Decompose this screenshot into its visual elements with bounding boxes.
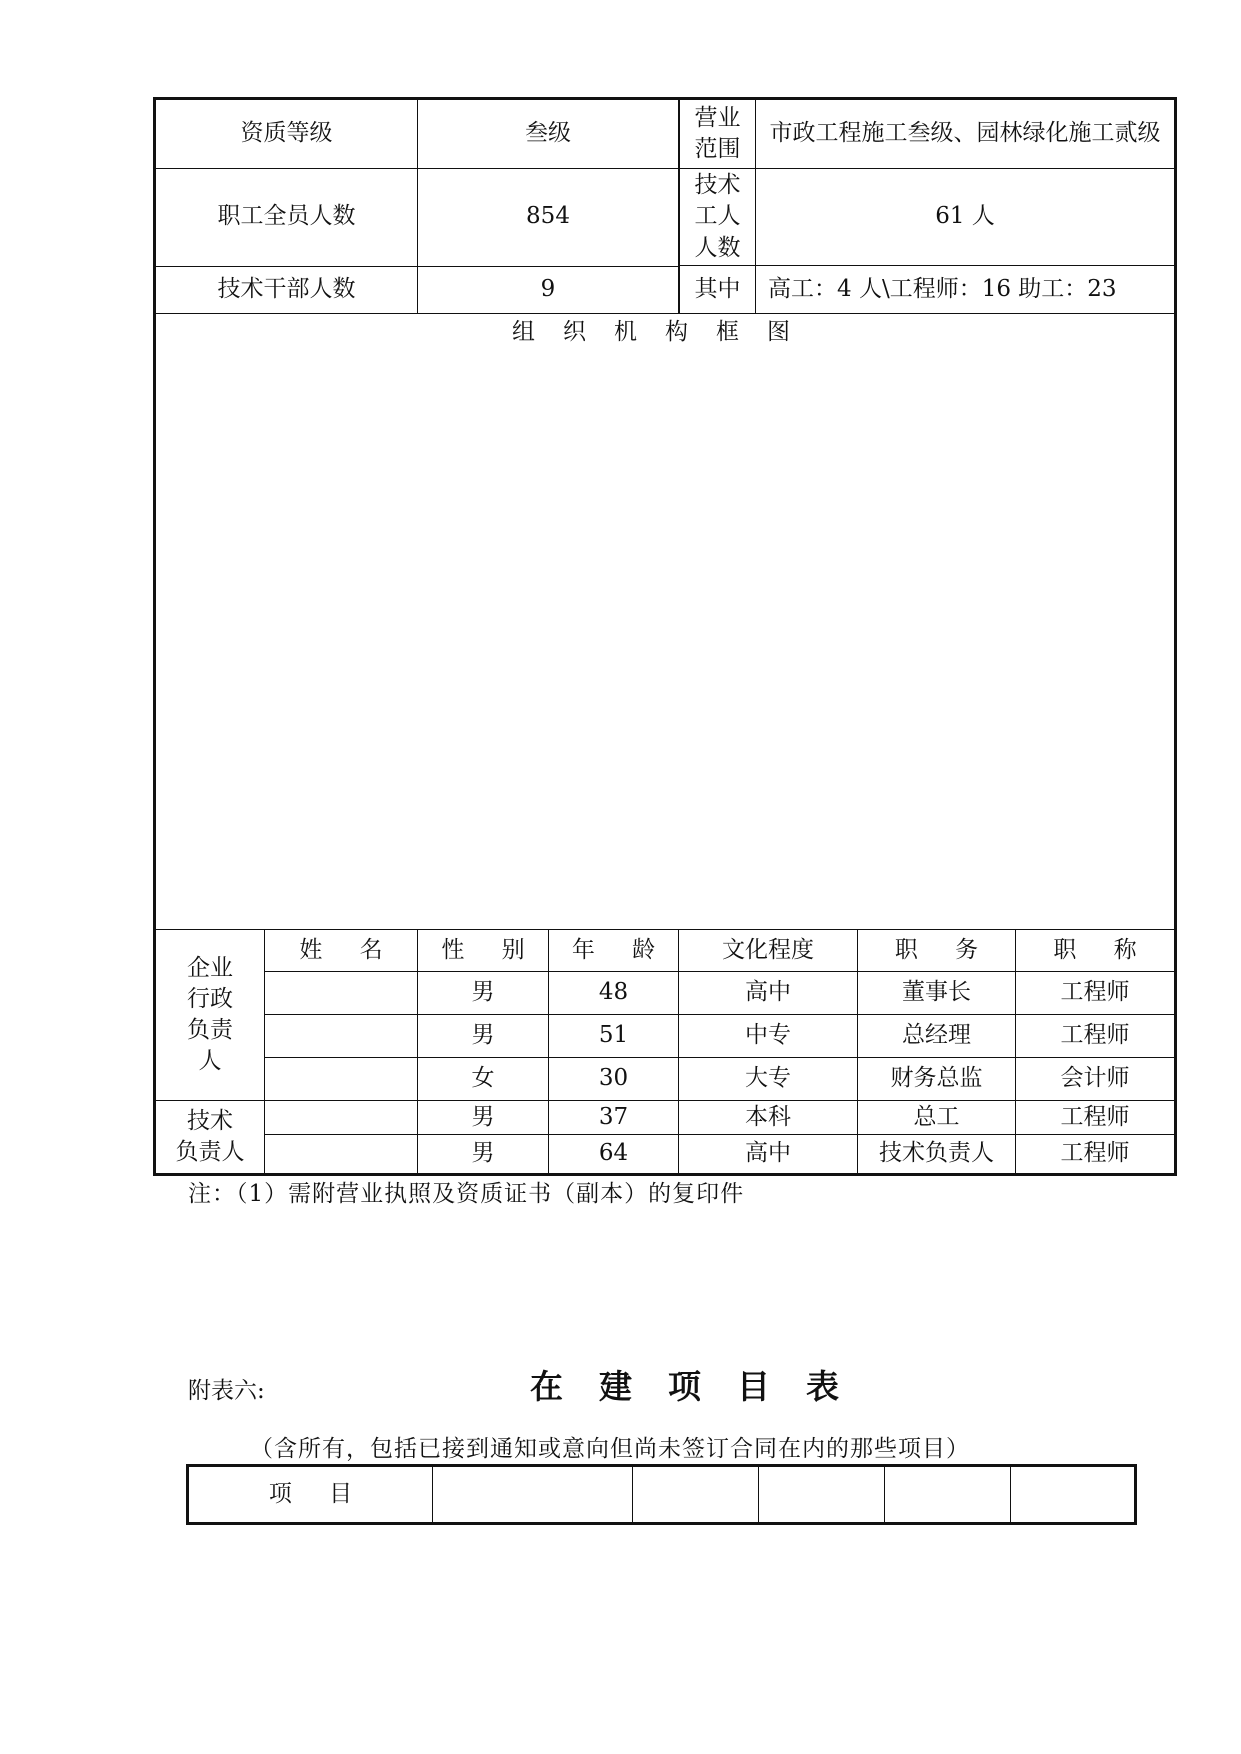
business-scope-label-line: 营业 — [694, 104, 741, 131]
cell-position: 总经理 — [858, 1015, 1016, 1058]
total-staff-value: 854 — [418, 168, 679, 266]
admin-group-label-line: 企业 — [187, 954, 233, 981]
tech-staff-label-line: 技术 — [694, 172, 741, 199]
attachment-label: 附表六: — [188, 1378, 265, 1404]
header-age: 年 龄 — [549, 930, 679, 972]
header-education: 文化程度 — [679, 930, 858, 972]
header-position: 职 务 — [858, 930, 1016, 972]
header-title: 职 称 — [1016, 930, 1176, 972]
projects-table — [186, 1464, 1137, 1525]
cell-name — [265, 1015, 418, 1058]
header-gender: 性 别 — [418, 930, 549, 972]
projects-header-cell — [885, 1466, 1011, 1524]
cell-age: 48 — [549, 972, 679, 1015]
table-row — [155, 1015, 1176, 1058]
cell-gender: 男 — [418, 1101, 549, 1135]
cell-position: 技术负责人 — [858, 1135, 1016, 1175]
table-row — [155, 1058, 1176, 1101]
tech-cadre-label: 技术干部人数 — [155, 266, 418, 314]
cell-education: 大专 — [679, 1058, 858, 1101]
admin-group-label-line: 人 — [198, 1048, 222, 1075]
cell-gender: 男 — [418, 1135, 549, 1175]
projects-header-cell — [1011, 1466, 1136, 1524]
cell-title: 工程师 — [1016, 1135, 1176, 1175]
table-row — [155, 1101, 1176, 1135]
qualification-label: 资质等级 — [155, 99, 418, 169]
cell-name — [265, 1058, 418, 1101]
tech-group-label-line: 技术 — [187, 1107, 233, 1134]
cell-position: 董事长 — [858, 972, 1016, 1015]
projects-header-cell — [759, 1466, 885, 1524]
cell-age: 30 — [549, 1058, 679, 1101]
cell-gender: 男 — [418, 1015, 549, 1058]
cell-age: 51 — [549, 1015, 679, 1058]
cell-education: 中专 — [679, 1015, 858, 1058]
table-row — [155, 972, 1176, 1015]
header-name: 姓 名 — [265, 930, 418, 972]
business-scope-value: 市政工程施工叁级、园林绿化施工贰级 — [756, 100, 1175, 168]
among-value: 高工：4 人\工程师：16 助工：23 — [756, 266, 1175, 313]
qualification-value: 叁级 — [418, 99, 679, 169]
tech-staff-label — [680, 169, 756, 266]
admin-group-label-line: 行政 — [187, 985, 233, 1012]
among-label: 其中 — [680, 266, 756, 313]
enterprise-info-table — [153, 97, 1177, 1176]
cell-position: 总工 — [858, 1101, 1016, 1135]
tech-staff-value: 61 人 — [756, 169, 1175, 266]
cell-gender: 男 — [418, 972, 549, 1015]
tech-cadre-value: 9 — [418, 266, 679, 314]
tech-group-label — [155, 1101, 265, 1175]
business-scope-label — [680, 100, 756, 168]
cell-title: 工程师 — [1016, 1015, 1176, 1058]
projects-header-cell — [433, 1466, 633, 1524]
projects-header-item: 项 目 — [188, 1466, 433, 1524]
footnote: 注：（1）需附营业执照及资质证书（副本）的复印件 — [188, 1181, 745, 1207]
cell-age: 37 — [549, 1101, 679, 1135]
cell-name — [265, 1101, 418, 1135]
cell-name — [265, 972, 418, 1015]
cell-education: 本科 — [679, 1101, 858, 1135]
org-chart-title: 组织机构框图 — [155, 314, 1176, 930]
tech-staff-label-line: 工人 — [694, 203, 741, 230]
projects-table-title: 在建项目表 — [530, 1367, 875, 1406]
cell-position: 财务总监 — [858, 1058, 1016, 1101]
cell-education: 高中 — [679, 972, 858, 1015]
admin-group-label-line: 负责 — [187, 1017, 233, 1043]
cell-name — [265, 1135, 418, 1175]
projects-header-cell — [633, 1466, 759, 1524]
tech-staff-label-line: 人数 — [694, 234, 741, 261]
total-staff-label: 职工全员人数 — [155, 168, 418, 266]
cell-education: 高中 — [679, 1135, 858, 1175]
table-row — [155, 1135, 1176, 1175]
cell-title: 工程师 — [1016, 1101, 1176, 1135]
cell-age: 64 — [549, 1135, 679, 1175]
admin-group-label — [155, 930, 265, 1101]
projects-table-subtitle: （含所有，包括已接到通知或意向但尚未签订合同在内的那些项目） — [250, 1436, 970, 1462]
business-scope-label-line: 范围 — [694, 136, 741, 162]
cell-title: 会计师 — [1016, 1058, 1176, 1101]
cell-title: 工程师 — [1016, 972, 1176, 1015]
tech-group-label-line: 负责人 — [175, 1139, 245, 1165]
cell-gender: 女 — [418, 1058, 549, 1101]
